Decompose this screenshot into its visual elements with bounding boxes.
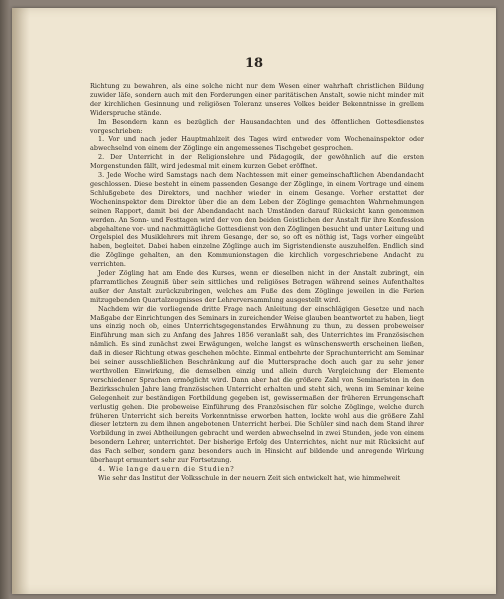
paragraph-rule-3: 3. Jede Woche wird Samstags nach dem Nachtessen mit einer gemeinschaftlichen Abendandacht geschlossen. Diese besteht in einem passenden Gesange der Zöglinge, in einem Vortrage und einem Schlußgebete des Direktors, und nachher wieder in einem Gesange. Vorher erstattet der Wocheninspektor dem Direktor über die an dem Leben der Zöglinge gemachten Wahrnehmungen seinen Rapport, damit bei der Abendandacht nach Umständen darauf Rücksicht kann genommen werden. An Sonn- und Festtagen wird der von den beiden Geistlichen der Anstalt für ihre Konfession abgehaltene vor- und nachmittägliche Gottesdienst von den Zöglingen besucht und unter Leitung und Orgelspiel des Musiklehrers mit ihrem Gesange, der so, so oft es nöthig ist, Tags vorher eingeübt haben, begleitet. Dabei haben einzelne Zöglinge auch im Sigristendienste auszuhelfen. Endlich sind die Zöglinge gehalten, an den Kommunionstagen die kirchlich vorgeschriebene Andacht zu verrichten. <box>90 171 424 269</box>
paragraph-french: Nachdem wir die vorliegende dritte Frage nach Anleitung der einschlägigen Gesetze und nach Maßgabe der Einrichtungen des Seminars in zureichender Weise glauben beantwortet zu haben, liegt uns einzig noch ob, eines Unterrichtsgegenstandes Erwähnung zu thun, zu dessen probeweiser Einführung man sich zu Anfang des Jahres 1856 veranlaßt sah, des Unterrichtes im Französischen nämlich. Es sind zunächst zwei Erwägungen, welche langst es wünschenswerth erscheinen ließen, daß in dieser Richtung etwas geschehen möchte. Einmal entbehrte der Sprachunterricht am Seminar bei seiner ausschließlichen Beschränkung auf die Muttersprache doch auch gar zu sehr jener werthvollen Einwirkung, die demselben einzig und allein durch Vergleichung der Elemente verschiedener Sprachen ermöglicht wird. Dann aber hat die größere Zahl von Seminaristen in den Bezirksschulen Jahre lang französischen Unterricht erhalten und steht sich, wenn im Seminar keine Gelegenheit zur beständigen Fortbildung gegeben ist, gewissermaßen der früheren Errungenschaft verlustig gehen. Die probeweise Einführung des Französischen für solche Zöglinge, welche durch früheren Unterricht sich bereits Vorkenntnisse erworben hatten, lockte wohl aus die größere Zahl dieser letztern zu dem ihnen angebotenen Unterricht herbei. Die Schüler sind nach dem Stand ihrer Vorbildung in zwei Abtheilungen gebracht und werden abwechselnd in zwei Stunden, jede von einem besondern Lehrer, unterrichtet. Der bisherige Erfolg des Unterrichtes, nicht nur mit Rücksicht auf das Fach selber, sondern ganz besonders auch in Hinsicht auf bildende und anregende Wirkung überhaupt ermuntert sehr zur Fortsetzung. <box>90 304 424 465</box>
paragraph-rule-1: 1. Vor und nach jeder Hauptmahlzeit des Tages wird entweder vom Wochenainspektor oder abwechselnd von einem der Zöglinge ein angemessenes Tischgebet gesprochen. <box>90 135 424 153</box>
paragraph-intro: Im Besondern kann es bezüglich der Hausandachten und des öffentlichen Gottesdienstes vorgeschrieben: <box>90 117 424 135</box>
paragraph-rule-2: 2. Der Unterricht in der Religionslehre und Pädagogik, der gewöhnlich auf die ersten Morgenstunden fällt, wird jedesmal mit einem kurzen Gebet eröffnet. <box>90 153 424 171</box>
paragraph-testimony: Jeder Zögling hat am Ende des Kurses, wenn er dieselben nicht in der Anstalt zubringt, ein pfarramtliches Zeugniß über sein sittliches und religiöses Betragen während seines Aufenthaltes außer der Anstalt zurückzubringen, welches am Fuße des dem Zöglinge jeweilen in die Ferien mitzugebenden Quartalzeugnisses der Lehrerversammlung ausgestellt wird. <box>90 269 424 304</box>
page-number: 18 <box>244 56 264 71</box>
page-spine-shadow <box>12 8 30 594</box>
paragraph-closing: Wie sehr das Institut der Volksschule in der neuern Zeit sich entwickelt hat, wie himmelweit <box>98 473 401 482</box>
book-page <box>12 8 496 594</box>
paragraph-opening: Richtung zu bewahren, als eine solche nicht nur dem Wesen einer wahrhaft christlichen Bildung zuwider läſe, sondern auch mit den Forderungen einer paritätischen Anstalt, sowie nicht minder mit der kirchlichen Gesinnung und religiösen Toleranz unseres Volkes beider Bekenntnisse in grellem Widerspruche stände. <box>90 82 424 117</box>
question-heading: 4. Wie lange dauern die Studien? <box>98 464 235 473</box>
page-body <box>90 82 424 483</box>
